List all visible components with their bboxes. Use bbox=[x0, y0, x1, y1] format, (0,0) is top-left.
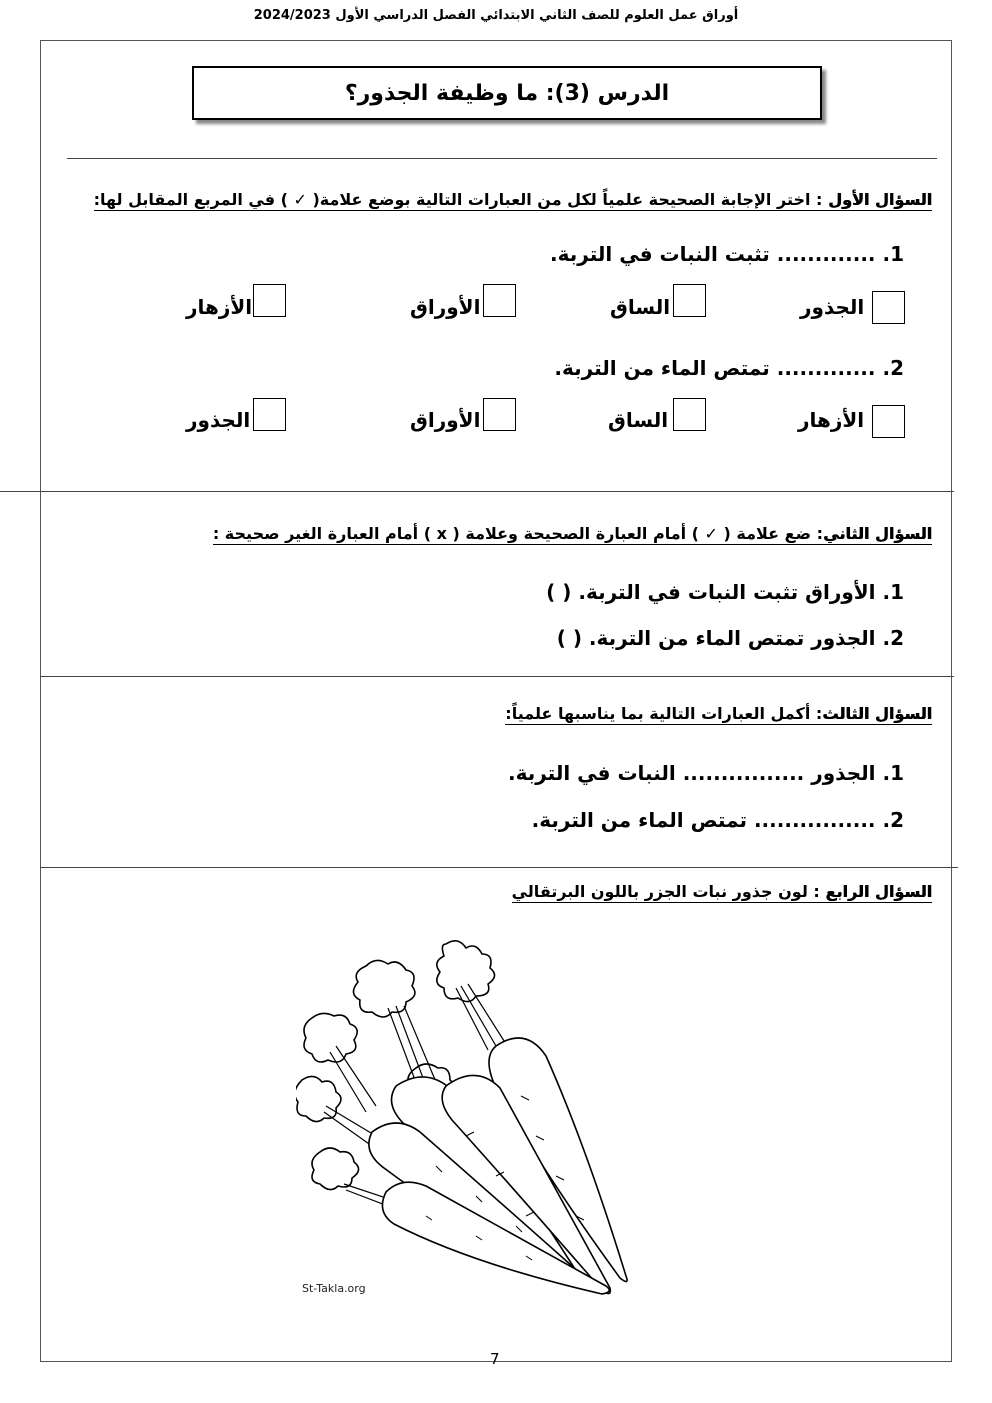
q2-item-2[interactable]: 2. الجذور تمتص الماء من التربة. ( ) bbox=[556, 626, 904, 650]
q1-item-1-option-3: الأوراق bbox=[410, 295, 481, 319]
q3-heading bbox=[505, 704, 932, 725]
q2-instruction: : ضع علامة ( ✓ ) أمام العبارة الصحيحة وعلامة ( x ) أمام العبارة الغير صحيحة : bbox=[212, 524, 824, 543]
q1-item-1-checkbox-2[interactable] bbox=[673, 284, 706, 317]
q1-item-1-option-2: الساق bbox=[610, 295, 671, 319]
q1-item-2-checkbox-4[interactable] bbox=[253, 398, 286, 431]
q1-item-1-checkbox-4[interactable] bbox=[253, 284, 286, 317]
section-divider bbox=[0, 491, 954, 492]
q4-heading bbox=[512, 882, 932, 903]
q1-item-1-stem: 1. ............. تثبت النبات في التربة. bbox=[550, 242, 904, 266]
q1-item-1-option-1: الجذور bbox=[800, 295, 865, 319]
q1-item-2-option-1: الأزهار bbox=[798, 408, 865, 432]
q1-item-2-option-4: الجذور bbox=[186, 408, 251, 432]
page-header: أوراق عمل العلوم للصف الثاني الابتدائي الفصل الدراسي الأول 2024/2023 bbox=[253, 8, 739, 23]
lesson-title: الدرس (3): ما وظيفة الجذور؟ bbox=[192, 66, 822, 120]
q1-item-1-checkbox-1[interactable] bbox=[872, 291, 905, 324]
q1-item-2-checkbox-2[interactable] bbox=[673, 398, 706, 431]
q1-item-2-stem: 2. ............. تمتص الماء من التربة. bbox=[554, 356, 904, 380]
q1-instruction: : اختر الإجابة الصحيحة علمياً لكل من العبارات التالية بوضع علامة( ✓ ) في المربع المقابل لها: bbox=[93, 190, 829, 209]
q4-label: السؤال الرابع bbox=[825, 882, 932, 901]
q1-heading bbox=[94, 190, 932, 211]
q1-item-2-checkbox-3[interactable] bbox=[483, 398, 516, 431]
q1-item-1-checkbox-3[interactable] bbox=[483, 284, 516, 317]
q4-instruction: : لون جذور نبات الجزر باللون البرتقالي bbox=[511, 882, 826, 901]
carrot-roots bbox=[369, 1038, 627, 1294]
q1-item-1-option-4: الأزهار bbox=[186, 295, 253, 319]
q3-item-1[interactable]: 1. الجذور ................ النبات في التربة. bbox=[507, 761, 904, 785]
section-divider bbox=[40, 867, 958, 868]
section-divider bbox=[40, 676, 954, 677]
carrot-drawing bbox=[296, 936, 696, 1306]
carrot-illustration[interactable] bbox=[296, 936, 696, 1306]
q1-item-2-checkbox-1[interactable] bbox=[872, 405, 905, 438]
q1-item-2-option-2: الساق bbox=[608, 408, 669, 432]
q2-heading bbox=[213, 524, 932, 545]
image-credit: St-Takla.org bbox=[302, 1282, 366, 1295]
title-divider bbox=[67, 158, 937, 159]
q3-instruction: : أكمل العبارات التالية بما يناسبها علمياً: bbox=[505, 704, 823, 723]
q3-label: السؤال الثالث bbox=[822, 704, 932, 723]
q2-item-1[interactable]: 1. الأوراق تثبت النبات في التربة. ( ) bbox=[546, 580, 904, 604]
q1-item-2-option-3: الأوراق bbox=[410, 408, 481, 432]
page-number: 7 bbox=[490, 1350, 500, 1368]
q3-item-2[interactable]: 2. ................ تمتص الماء من التربة. bbox=[531, 808, 904, 832]
q1-label: السؤال الأول bbox=[828, 190, 932, 209]
q2-label: السؤال الثاني bbox=[823, 524, 932, 543]
